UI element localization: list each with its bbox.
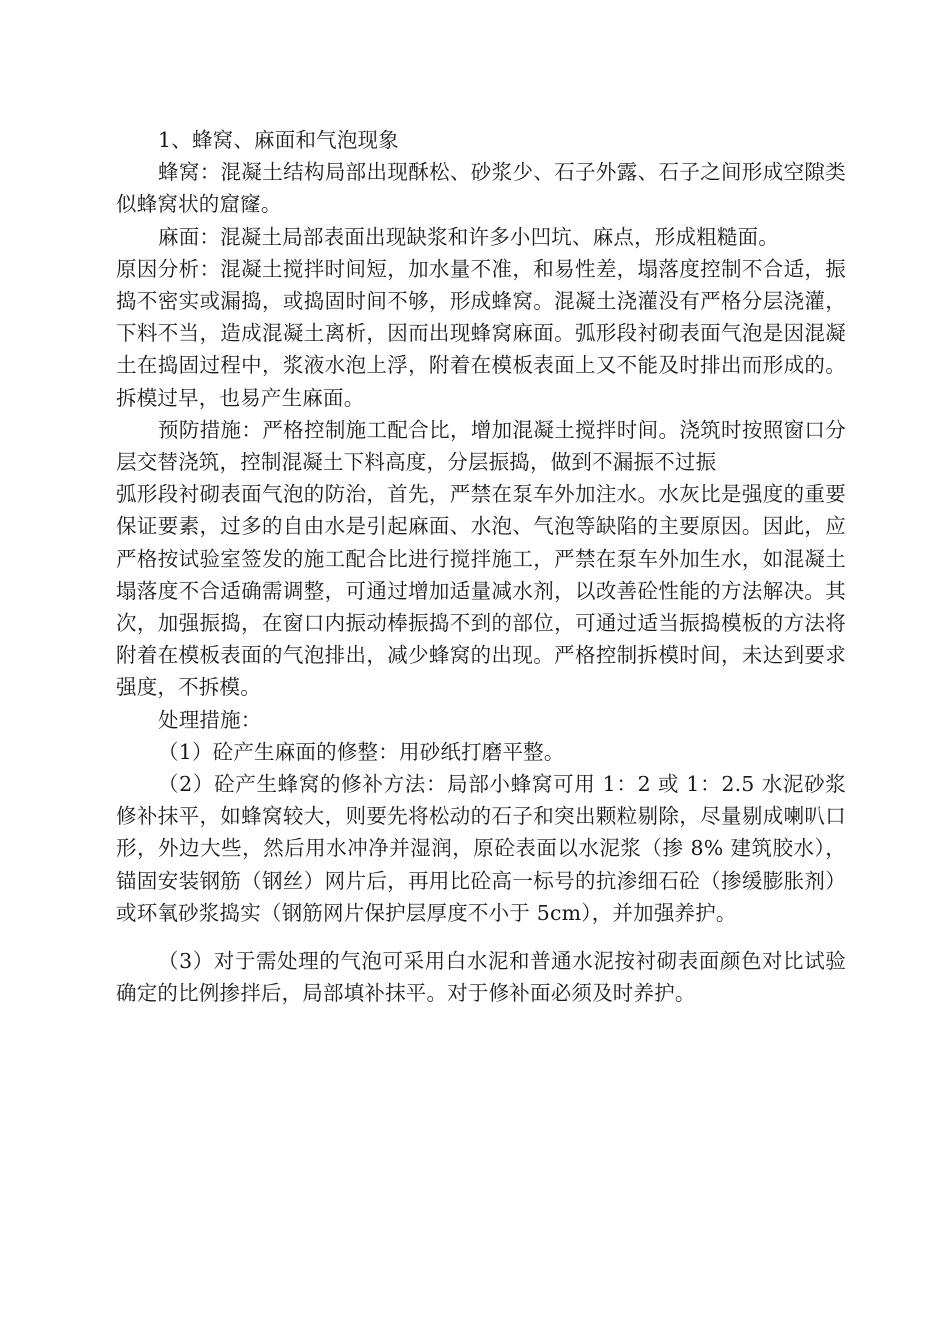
paragraph-treatment-heading: 处理措施：: [158, 707, 262, 732]
paragraph-cause-analysis: 原因分析：混凝土搅拌时间短，加水量不准，和易性差，塌落度控制不合适，振捣不密实或漏捣，或捣固时间不够，形成蜂窝。混凝土浇灌没有严格分层浇灌，下料不当，造成混凝土离析，因而出现蜂窝麻面。弧形段衬砌表面气泡是因混凝土在捣固过程中，浆液水泡上浮，附着在模板表面上又不能及时排出而形成的。拆模过早，也易产生麻面。: [116, 256, 846, 410]
section-heading: 1、蜂窝、麻面和气泡现象: [158, 128, 399, 152]
paragraph-treatment-step-2: （2）砼产生蜂窝的修补方法：局部小蜂窝可用 1：2 或 1：2.5 水泥砂浆修补抹平，如蜂窝较大，则要先将松动的石子和突出颗粒剔除，尽量剔成喇叭口形，外边大些，然后用水冲净并湿润，原砼表面以水泥浆（掺 8% 建筑胶水），锚固安装钢筋（钢丝）网片后，再用比砼高一标号的抗渗细石砼（掺缓膨胀剂）或环氧砂浆捣实（钢筋网片保护层厚度不小于 5cm），并加强养护。: [116, 772, 846, 925]
paragraph-pitting-definition: 麻面：混凝土局部表面出现缺浆和许多小凹坑、麻点，形成粗糙面。: [158, 224, 779, 249]
paragraph-treatment-step-3: （3）对于需处理的气泡可采用白水泥和普通水泥按衬砌表面颜色对比试验确定的比例掺拌后，局部填补抹平。对于修补面必须及时养护。: [116, 949, 846, 1006]
document-body: [116, 124, 846, 1009]
paragraph-prevention-measures: 预防措施：严格控制施工配合比，增加混凝土搅拌时间。浇筑时按照窗口分层交替浇筑，控制混凝土下料高度，分层振捣，做到不漏振不过振: [116, 417, 846, 475]
paragraph-bubble-prevention: 弧形段衬砌表面气泡的防治，首先，严禁在泵车外加注水。水灰比是强度的重要保证要素，过多的自由水是引起麻面、水泡、气泡等缺陷的主要原因。因此，应严格按试验室签发的施工配合比进行搅拌施工，严禁在泵车外加生水，如混凝土塌落度不合适确需调整，可通过增加适量减水剂，以改善砼性能的方法解决。其次，加强振捣，在窗口内振动棒振捣不到的部位，可通过适当振捣模板的方法将附着在模板表面的气泡排出，减少蜂窝的出现。严格控制拆模时间，未达到要求强度，不拆模。: [116, 482, 846, 700]
paragraph-honeycomb-definition: 蜂窝：混凝土结构局部出现酥松、砂浆少、石子外露、石子之间形成空隙类似蜂窝状的窟窿。: [116, 160, 846, 217]
paragraph-treatment-step-1: （1）砼产生麻面的修整：用砂纸打磨平整。: [158, 739, 565, 764]
